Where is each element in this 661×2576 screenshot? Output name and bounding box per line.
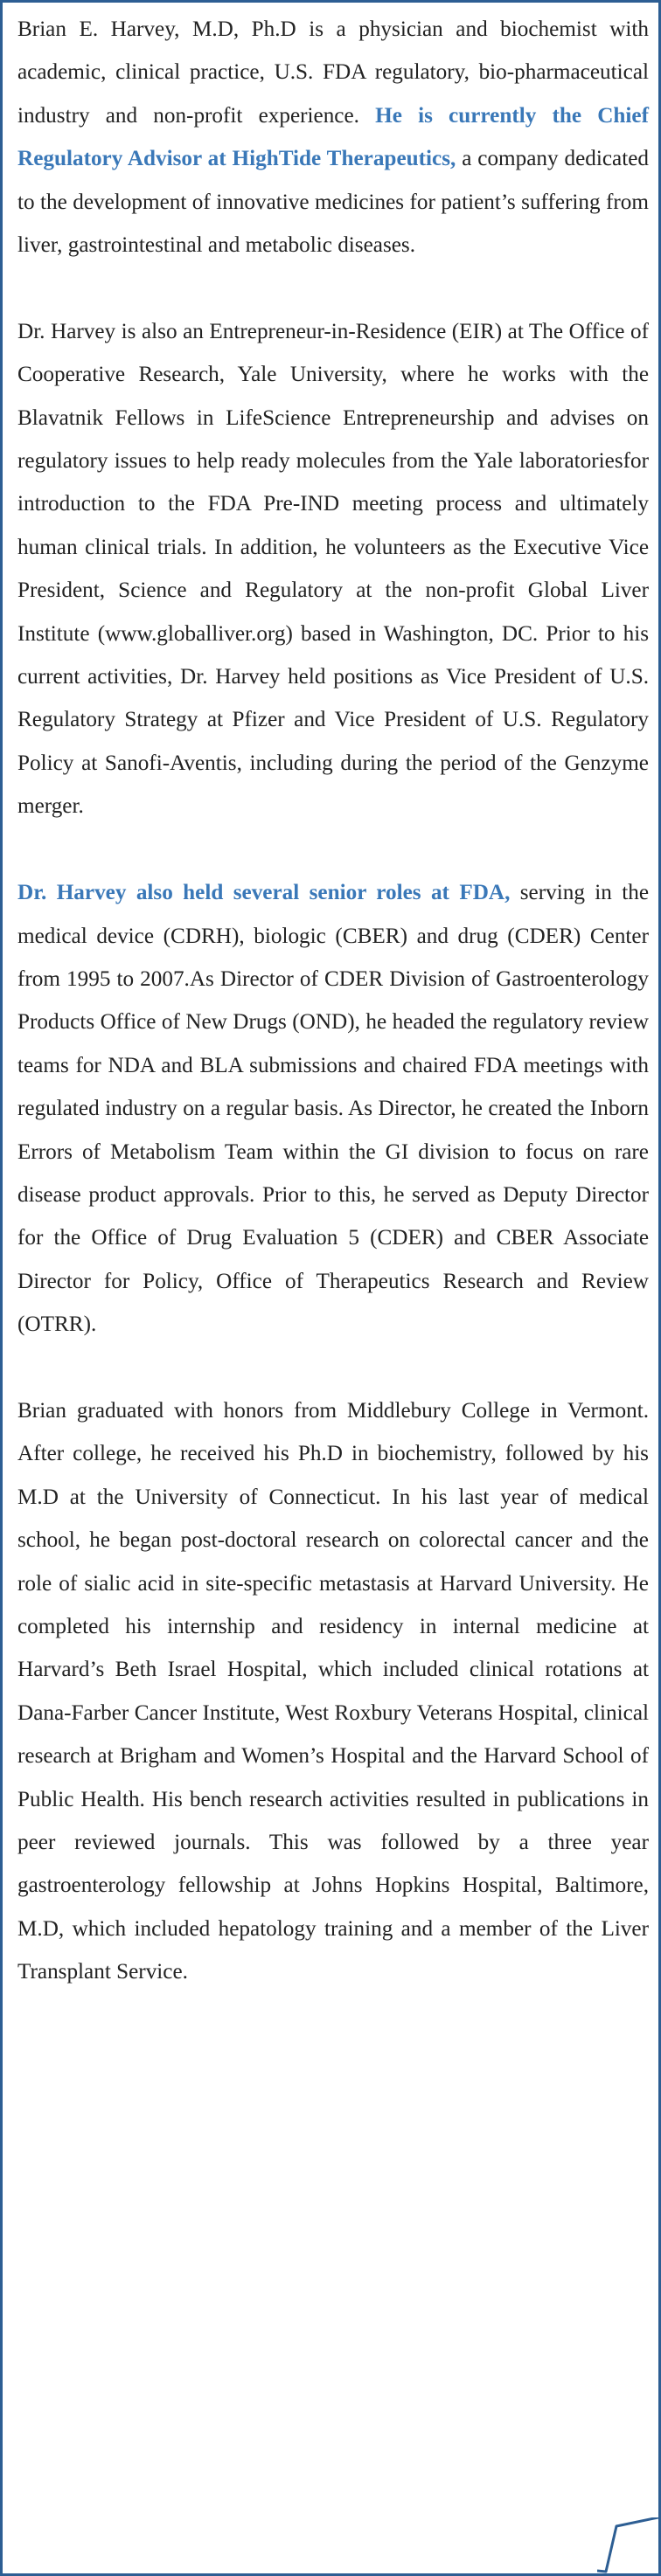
bio-text bbox=[17, 8, 649, 2037]
paragraph-highlight: Dr. Harvey also held several senior roles at FDA, bbox=[17, 881, 511, 905]
folded-corner-icon bbox=[597, 2517, 658, 2573]
bio-paragraph-1 bbox=[17, 8, 649, 267]
paragraph-text: a company dedicated to the development of innovative medicines for patient’s suffering from liver, gastrointestinal and metabolic diseases. bbox=[17, 147, 649, 258]
bio-paragraph-4 bbox=[17, 1389, 649, 1994]
bio-paragraph-2 bbox=[17, 310, 649, 828]
bio-paragraph-3 bbox=[17, 871, 649, 1346]
paragraph-text: Dr. Harvey is also an Entrepreneur-in-Residence (EIR) at The Office of Cooperative Research, Yale University, where he works with the Blavatnik Fellows in LifeScience Entrepreneurship and advises on regulatory issues to help ready molecules from the Yale laboratoriesfor introduction to the FDA Pre-IND meeting process and ultimately human clinical trials. In addition, he volunteers as the Executive Vice President, Science and Regulatory at the non-profit Global Liver Institute (www.globalliver.org) based in Washington, DC. Prior to his current activities, Dr. Harvey held positions as Vice President of U.S. Regulatory Strategy at Pfizer and Vice President of U.S. Regulatory Policy at Sanofi-Aventis, including during the period of the Genzyme merger. bbox=[17, 319, 649, 819]
paragraph-text: serving in the medical device (CDRH), biologic (CBER) and drug (CDER) Center from 1995 to 2007.As Director of CDER Division of Gastroenterology Products Office of New Drugs (OND), he headed the regulatory review teams for NDA and BLA submissions and chaired FDA meetings with regulated industry on a regular basis. As Director, he created the Inborn Errors of Metabolism Team within the GI division to focus on rare disease product approvals. Prior to this, he served as Deputy Director for the Office of Drug Evaluation 5 (CDER) and CBER Associate Director for Policy, Office of Therapeutics Research and Review (OTRR). bbox=[17, 881, 650, 1337]
paragraph-text: Brian graduated with honors from Middlebury College in Vermont. After college, he received his Ph.D in biochemistry, followed by his M.D at the University of Connecticut. In his last year of medical school, he began post-doctoral research on colorectal cancer and the role of sialic acid in site-specific metastasis at Harvard University. He completed his internship and residency in internal medicine at Harvard’s Beth Israel Hospital, which included clinical rotations at Dana-Farber Cancer Institute, West Roxbury Veterans Hospital, clinical research at Brigham and Women’s Hospital and the Harvard School of Public Health. His bench research activities resulted in publications in peer reviewed journals. This was followed by a three year gastroenterology fellowship at Johns Hopkins Hospital, Baltimore, M.D, which included hepatology training and a member of the Liver Transplant Service. bbox=[17, 1398, 649, 1984]
paragraph-highlight: He is currently the Chief Regulatory Advisor at HighTide Therapeutics, bbox=[17, 103, 649, 171]
paragraph-text: Brian E. Harvey, M.D, Ph.D is a physician and biochemist with academic, clinical practice, U.S. FDA regulatory, bio-pharmaceutical industry and non-profit experience. bbox=[17, 17, 649, 128]
